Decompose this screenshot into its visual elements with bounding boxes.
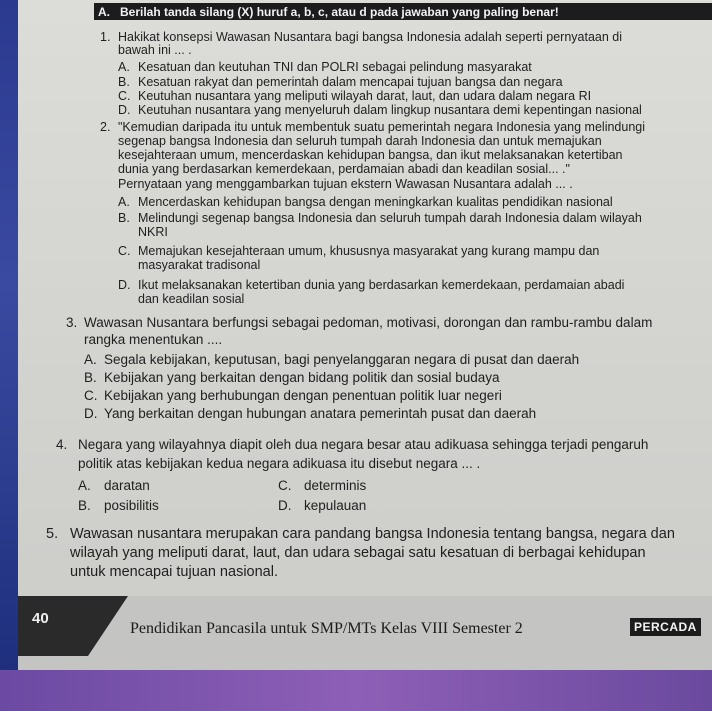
page-number: 40 [32,610,49,627]
question-text-line: wilayah yang meliputi darat, laut, dan udara sebagai satu kesatuan di berbagai kehidupan [70,545,646,561]
option-text: daratan [104,478,150,493]
option-b[interactable] [78,498,159,514]
option-text: Kesatuan rakyat dan pemerintah dalam mencapai tujuan bangsa dan negara [138,75,563,89]
option-letter: B. [118,75,130,89]
bottom-edge-strip [0,670,712,711]
option-letter: D. [118,103,131,117]
option-letter: B. [118,211,130,225]
question-text-line: Negara yang wilayahnya diapit oleh dua negara besar atau adikuasa sehingga terjadi pengaruh [78,437,649,452]
option-text: Ikut melaksanakan ketertiban dunia yang berdasarkan kemerdekaan, perdamaian abadi [138,278,625,292]
option-b[interactable] [118,75,563,89]
question-text-line: Wawasan nusantara merupakan cara pandang bangsa Indonesia tentang bangsa, negara dan [70,526,675,542]
option-a[interactable] [84,352,579,368]
option-d[interactable] [118,103,642,117]
option-letter: D. [84,406,98,421]
option-letter: C. [84,388,98,403]
option-d[interactable] [278,498,366,514]
option-text: kepulauan [304,498,367,513]
question-number: 2. [100,120,111,134]
question-text-line: kesejahteraan umum, mencerdaskan kehidupan bangsa, dan ikut melaksanakan ketertiban [118,148,623,162]
instruction-banner [94,3,712,20]
option-text: Melindungi segenap bangsa Indonesia dan seluruh tumpah darah Indonesia dalam wilayah [138,211,642,225]
option-letter: D. [118,278,131,292]
option-letter: B. [84,370,97,385]
option-text: Mencerdaskan kehidupan bangsa dengan meningkarkan kualitas pendidikan nasional [138,195,613,209]
question-number: 1. [100,30,111,44]
option-letter: B. [78,498,91,513]
instruction-text: Berilah tanda silang (X) huruf a, b, c, atau d pada jawaban yang paling benar! [120,4,559,19]
option-letter: C. [118,244,131,258]
option-text: Keutuhan nusantara yang meliputi wilayah darat, laut, dan udara dalam negara RI [138,89,592,103]
option-c[interactable] [84,388,502,404]
option-text: determinis [304,478,367,493]
publisher-logo: PERCADA [630,618,701,636]
option-a[interactable] [78,478,150,494]
question-text-line: dunia yang berdasarkan kemerdekaan, perdamaian abadi dan keadilan sosial... ." [118,162,570,176]
option-b[interactable] [118,211,642,225]
page-number-tab-decoration [88,596,128,656]
option-letter: A. [118,195,130,209]
option-b[interactable] [84,370,500,386]
option-c[interactable] [118,244,599,258]
option-c[interactable] [278,478,366,494]
option-a[interactable] [118,195,613,209]
section-letter: A. [98,4,110,19]
option-text: Kesatuan dan keutuhan TNI dan POLRI sebagai pelindung masyarakat [138,60,532,74]
left-edge-strip [0,0,18,711]
option-text-continued: dan keadilan sosial [138,292,245,306]
option-d[interactable] [84,406,536,422]
page-number-block [18,596,88,656]
question-number: 3. [66,315,78,330]
option-d[interactable] [118,278,624,292]
question-text-line: Wawasan Nusantara berfungsi sebagai pedoman, motivasi, dorongan dan rambu-rambu dalam [84,315,653,330]
option-text: Keutuhan nusantara yang menyeluruh dalam lingkup nusantara demi kepentingan nasional [138,103,642,117]
option-c[interactable] [118,89,591,103]
option-letter: D. [278,498,292,513]
option-letter: A. [78,478,91,493]
option-text-continued: NKRI [138,225,168,239]
question-number: 4. [56,437,68,452]
option-text: Segala kebijakan, keputusan, bagi penyelanggaran negara di pusat dan daerah [104,352,580,367]
question-text-line: segenap bangsa Indonesia dan seluruh tumpah darah Indonesia dan untuk memajukan [118,134,602,148]
option-a[interactable] [118,60,532,74]
option-letter: C. [118,89,131,103]
question-text-line: "Kemudian daripada itu untuk membentuk suatu pemerintah negara Indonesia yang melindungi [118,120,646,134]
question-text-line: bawah ini ... . [118,43,192,57]
book-title: Pendidikan Pancasila untuk SMP/MTs Kelas VIII Semester 2 [130,620,523,637]
option-text: Yang berkaitan dengan hubungan anatara pemerintah pusat dan daerah [104,406,537,421]
question-text-line: rangka menentukan .... [84,332,223,347]
option-text-continued: masyarakat tradisonal [138,258,261,272]
option-letter: A. [118,60,130,74]
question-number: 5. [46,526,59,542]
option-text: Kebijakan yang berhubungan dengan penentuan politik luar negeri [104,388,502,403]
option-letter: A. [84,352,97,367]
question-text-line: Pernyataan yang menggambarkan tujuan ekstern Wawasan Nusantara adalah ... . [118,177,573,191]
option-text: posibilitis [104,498,159,513]
option-text: Memajukan kesejahteraan umum, khususnya masyarakat yang kurang mampu dan [138,244,600,258]
option-text: Kebijakan yang berkaitan dengan bidang politik dan sosial budaya [104,370,500,385]
page-footer [18,596,712,670]
question-text-line: Hakikat konsepsi Wawasan Nusantara bagi bangsa Indonesia adalah seperti pernyataan di [118,30,623,44]
question-text-line: politik atas kebijakan kedua negara adikuasa itu disebut negara ... . [78,456,481,471]
question-text-line: untuk mencapai tujuan nasional. [70,564,278,580]
option-letter: C. [278,478,292,493]
